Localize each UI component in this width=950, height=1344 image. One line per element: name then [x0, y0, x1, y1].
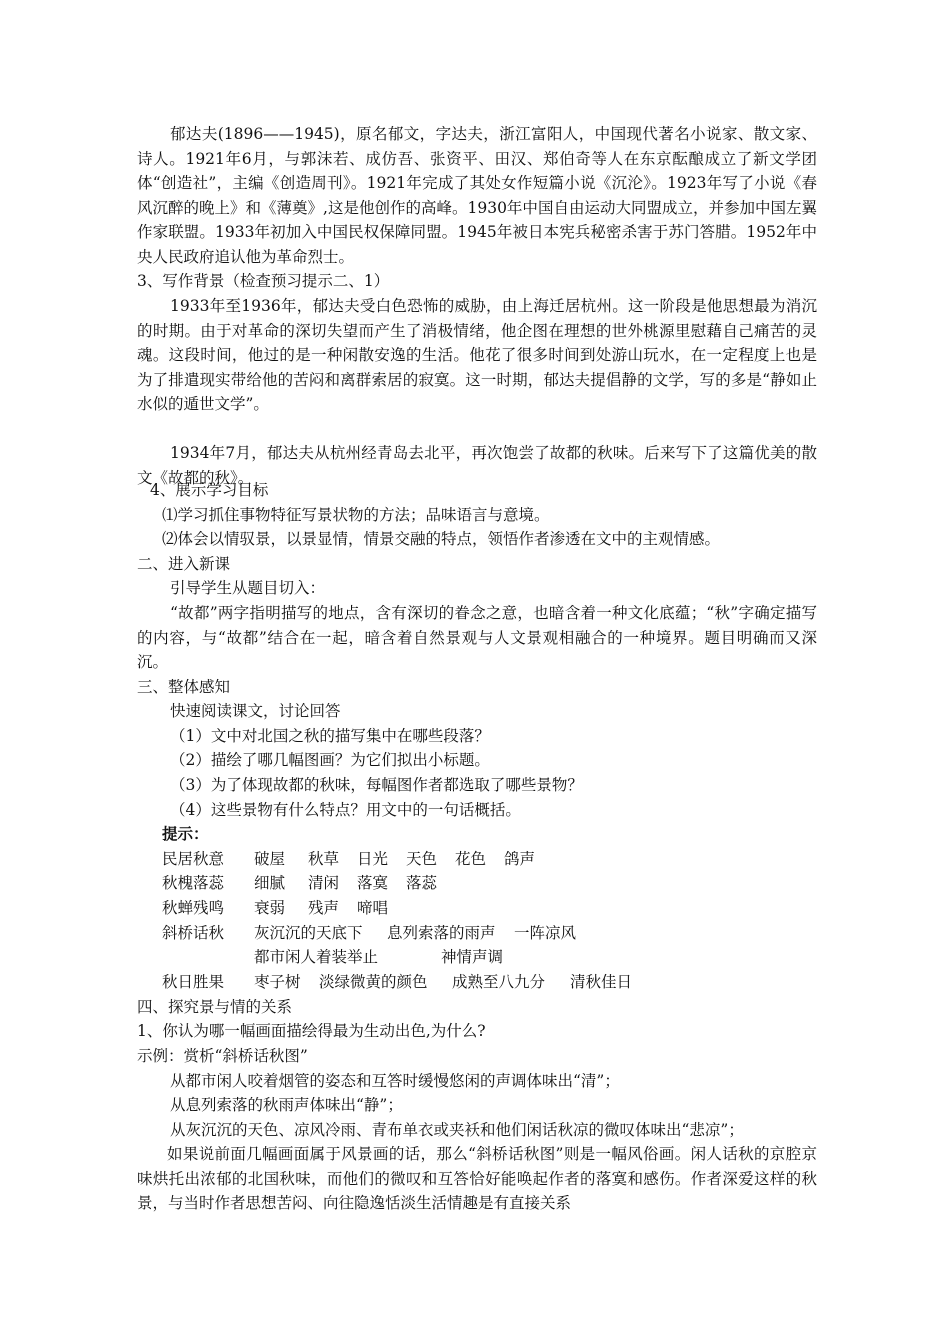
explore-paragraph — [137, 1142, 817, 1216]
hints-label: 提示： — [162, 824, 209, 843]
background-text-2: 1934年7月，郁达夫从杭州经青岛去北平，再次饱尝了故都的秋味。后来写下了这篇优美的散文《故都的秋》。 — [137, 444, 817, 487]
hint-item: 都市闲人着装举止 — [254, 948, 379, 966]
hint-item: 鸽声 — [504, 850, 536, 868]
hint-item: 清闲 — [308, 874, 340, 892]
background-text-1: 1933年至1936年，郁达夫受白色恐怖的威胁，由上海迁居杭州。这一阶段是他思想最为消沉的时期。由于对革命的深切失望而产生了消极情绪，他企图在理想的世外桃源里慰藉自己痛苦的灵魂。这段时间，他过的是一种闲散安逸的生活。他花了很多时间到处游山玩水，在一定程度上也是为了排遣现实带给他的苦闷和离群索居的寂寞。这一时期，郁达夫提倡静的文学，写的多是“静如止水似的遁世文学”。 — [137, 297, 817, 414]
goal-item-2: ⑵体会以情驭景，以景显情，情景交融的特点，领悟作者渗透在文中的主观情感。 — [162, 530, 721, 548]
hint-item: 清秋佳日 — [570, 973, 633, 991]
background-heading: 3、写作背景（检查预习提示二、1） — [137, 272, 390, 290]
question-2: （2）描绘了哪几幅图画？为它们拟出小标题。 — [170, 751, 490, 769]
hint-item: 秋草 — [308, 850, 340, 868]
hint-title: 秋日胜果 — [162, 973, 225, 991]
hint-item: 天色 — [406, 850, 438, 868]
newlesson-intro: 引导学生从题目切入： — [170, 579, 326, 597]
hint-item: 落蕊 — [406, 874, 438, 892]
goals-heading: 4、展示学习目标 — [150, 481, 269, 499]
hint-item: 枣子树 — [254, 973, 301, 991]
hint-item: 成熟至八九分 — [452, 973, 546, 991]
analysis-line-2: 从息列索落的秋雨声体味出“静”； — [170, 1096, 403, 1114]
hint-item: 花色 — [455, 850, 487, 868]
example-heading: 示例：赏析“斜桥话秋图” — [137, 1047, 308, 1065]
hint-item: 落寞 — [357, 874, 389, 892]
hint-item: 衰弱 — [254, 899, 286, 917]
hint-title: 秋蝉残鸣 — [162, 899, 225, 917]
hint-item: 日光 — [357, 850, 389, 868]
question-3: （3）为了体现故都的秋味，每幅图作者都选取了哪些景物？ — [170, 776, 583, 794]
hint-item: 一阵凉风 — [514, 924, 577, 942]
newlesson-text: “故都”两字指明描写的地点，含有深切的眷念之意，也暗含着一种文化底蕴；“秋”字确定描写的内容，与“故都”结合在一起，暗含着自然景观与人文景观相融合的一种境界。题目明确而又深沉。 — [137, 604, 817, 672]
hint-item: 细腻 — [254, 874, 286, 892]
explore-heading: 四、探究景与情的关系 — [137, 998, 293, 1016]
hint-item: 破屋 — [254, 850, 286, 868]
hint-title: 民居秋意 — [162, 850, 225, 868]
question-4: （4）这些景物有什么特点？用文中的一句话概括。 — [170, 801, 521, 819]
overall-intro: 快速阅读课文，讨论回答 — [170, 702, 341, 720]
question-1: （1）文中对北国之秋的描写集中在哪些段落？ — [170, 727, 490, 745]
explore-question-1: 1、你认为哪一幅画面描绘得最为生动出色,为什么? — [137, 1022, 486, 1040]
overall-heading: 三、整体感知 — [137, 678, 231, 696]
hint-item: 灰沉沉的天底下 — [254, 924, 363, 942]
hint-item: 息列索落的雨声 — [387, 924, 496, 942]
hint-item: 淡绿微黄的颜色 — [319, 973, 428, 991]
hint-title: 秋槐落蕊 — [162, 874, 225, 892]
newlesson-heading: 二、进入新课 — [137, 555, 231, 573]
hint-item: 神情声调 — [441, 948, 504, 966]
bio-text: 郁达夫(1896——1945)，原名郁文，字达夫，浙江富阳人，中国现代著名小说家、散文家、诗人。1921年6月，与郭沫若、成仿吾、张资平、田汉、郑伯奇等人在东京酝酿成立了新文学团体“创造社”，主编《创造周刊》。1921年完成了其处女作短篇小说《沉沦》。1923年写了小说《春风沉醉的晚上》和《薄奠》,这是他创作的高峰。1930年中国自由运动大同盟成立，并参加中国左翼作家联盟。1933年初加入中国民权保障同盟。1945年被日本宪兵秘密杀害于苏门答腊。1952年中央人民政府追认他为革命烈士。 — [137, 125, 817, 266]
hint-item: 啼唱 — [357, 899, 389, 917]
hint-title: 斜桥话秋 — [162, 924, 225, 942]
bio-paragraph — [137, 122, 817, 270]
explore-text: 如果说前面几幅画面属于风景画的话，那么“斜桥话秋图”则是一幅风俗画。闲人话秋的京腔京味烘托出浓郁的北国秋味，而他们的微叹和互答恰好能唤起作者的落寞和感伤。作者深爱这样的秋景，与当时作者思想苦闷、向往隐逸恬淡生活情趣是有直接关系 — [137, 1145, 817, 1213]
goal-item-1: ⑴学习抓住事物特征写景状物的方法；品味语言与意境。 — [162, 506, 550, 524]
analysis-line-3: 从灰沉沉的天色、凉风冷雨、青布单衣或夹袄和他们闲话秋凉的微叹体味出“悲凉”； — [170, 1121, 744, 1139]
newlesson-paragraph — [137, 601, 817, 675]
analysis-line-1: 从都市闲人咬着烟管的姿态和互答时缓慢悠闲的声调体味出“清”； — [170, 1072, 620, 1090]
background-paragraph-1 — [137, 294, 817, 417]
hint-item: 残声 — [308, 899, 340, 917]
